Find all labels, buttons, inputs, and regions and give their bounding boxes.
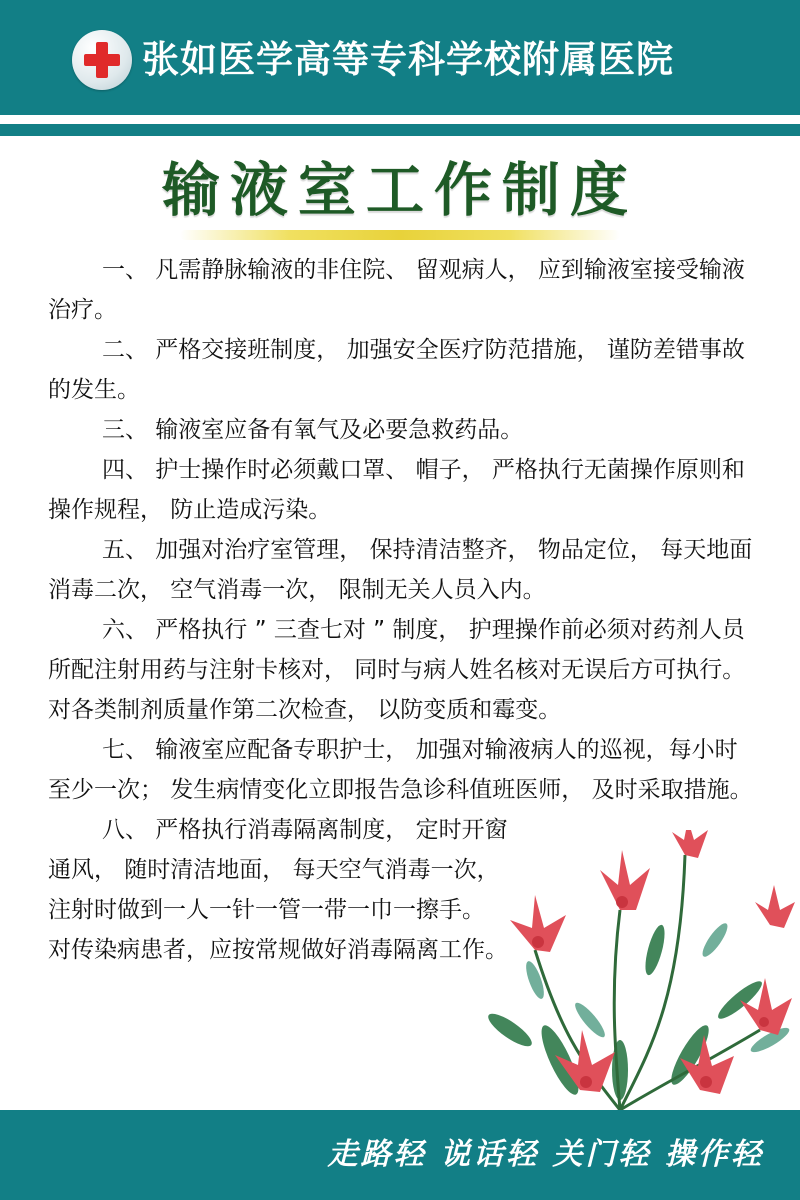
rule-item: 五、 加强对治疗室管理， 保持清洁整齐， 物品定位， 每天地面消毒二次， 空气消毒一次， 限制无关人员入内。: [48, 537, 753, 603]
rule-item: 二、 严格交接班制度， 加强安全医疗防范措施， 谨防差错事故的发生。: [48, 337, 745, 403]
hospital-name: 张如医学高等专科学校附属医院: [142, 38, 674, 81]
rule-item: 六、 严格执行 ” 三查七对 ” 制度， 护理操作前必须对药剂人员所配注射用药与注射卡核对， 同时与病人姓名核对无误后方可执行。 对各类制剂质量作第二次检查， 以防变质和霉变。: [48, 617, 753, 723]
rule-item: 四、 护士操作时必须戴口罩、 帽子， 严格执行无菌操作原则和操作规程， 防止造成污染。: [48, 457, 745, 523]
header-stripe: [0, 124, 800, 136]
footer-slogan: 走路轻 说话轻 关门轻 操作轻: [327, 1137, 764, 1172]
red-cross-icon: [72, 30, 132, 90]
title-underline: [180, 230, 620, 240]
rule-item: 七、 输液室应配备专职护士， 加强对输液病人的巡视，每小时至少一次； 发生病情变化立即报告急诊科值班医师， 及时采取措施。: [48, 737, 753, 803]
rule-item: 三、 输液室应备有氧气及必要急救药品。: [102, 417, 524, 443]
rule-item: 八、 严格执行消毒隔离制度， 定时开窗通风， 随时清洁地面， 每天空气消毒一次， 注射时做到一人一针一管一带一巾一擦手。 对传染病患者，应按常规做好消毒隔离工作。: [48, 817, 508, 963]
flower-bouquet-icon: [440, 830, 800, 1110]
rule-item: 一、 凡需静脉输液的非住院、 留观病人， 应到输液室接受输液治疗。: [48, 257, 745, 323]
page-title: 输液室工作制度: [161, 156, 638, 224]
